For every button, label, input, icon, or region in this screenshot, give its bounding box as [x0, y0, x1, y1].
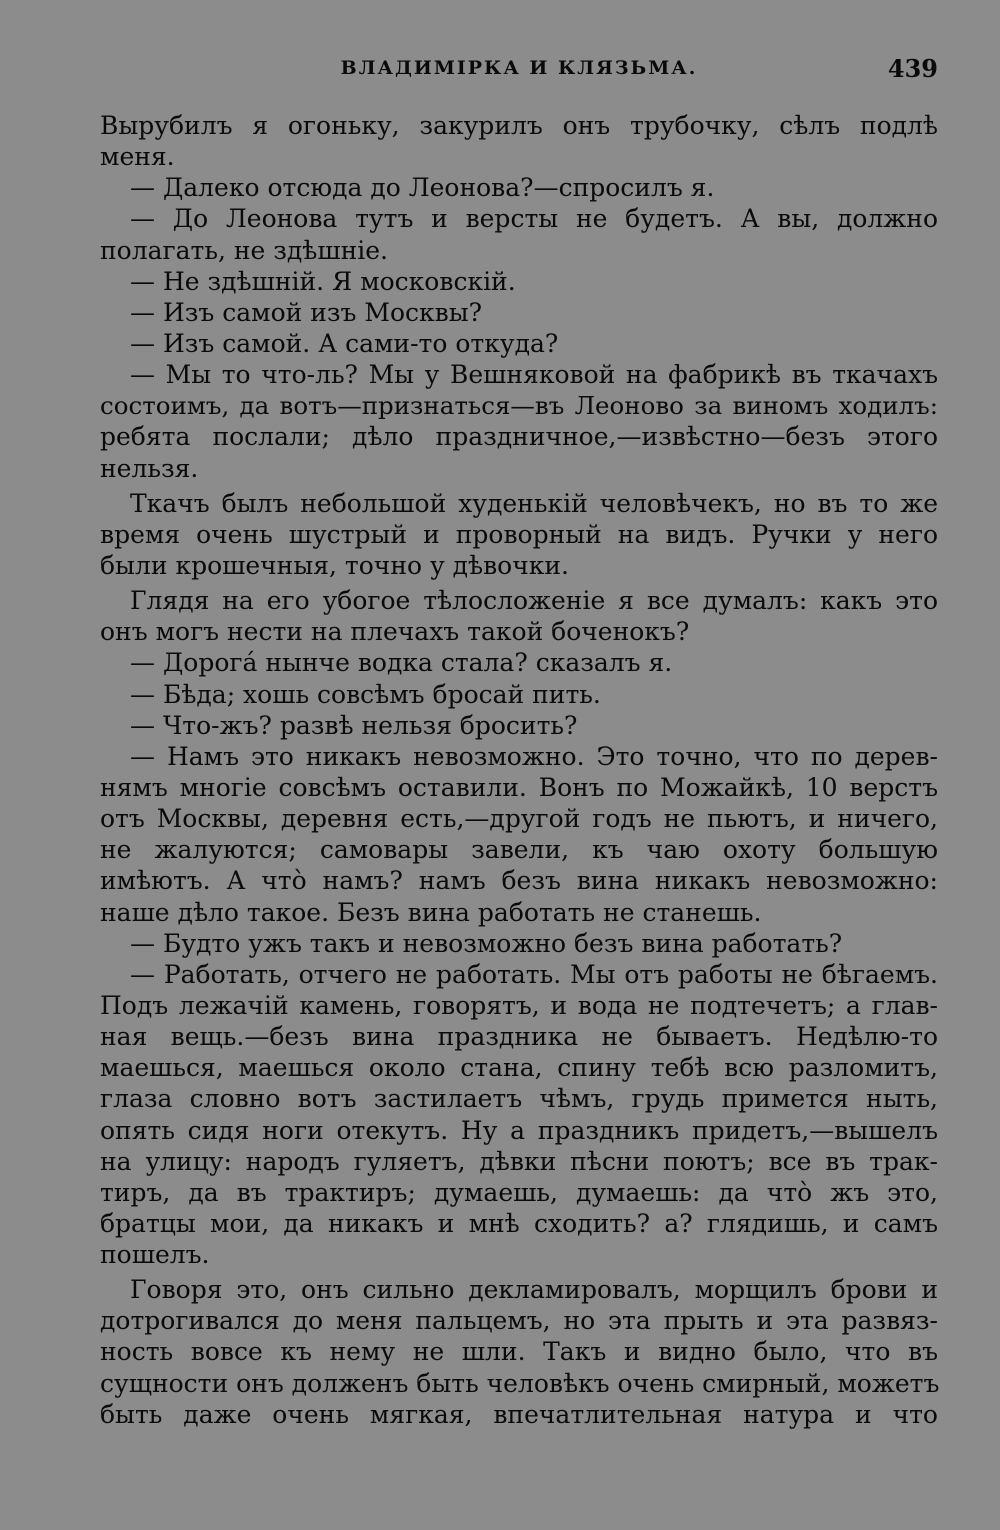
text-line: нельзя. [100, 453, 199, 483]
text-line: наше дѣло такое. Безъ вина работать не станешь. [100, 897, 762, 927]
text-line: — Изъ самой изъ Москвы? [130, 297, 483, 327]
text-line: отъ Москвы, деревня есть,—другой годъ не пьютъ, и ничего, [100, 804, 938, 834]
text-line: ребята послали; дѣло праздничное,—извѣстно—безъ этого [100, 422, 938, 452]
text-line: нямъ многіе совсѣмъ оставили. Вонъ по Можайкѣ, 10 верстъ [100, 772, 938, 802]
text-line: быть даже очень мягкая, впечатлительная натура и что [100, 1399, 938, 1429]
text-line: опять сидя ноги отекутъ. Ну а праздникъ придетъ,—вышелъ [100, 1115, 938, 1145]
text-line: пошелъ. [100, 1240, 210, 1270]
text-line: — До Леонова тутъ и версты не будетъ. А вы, должно [130, 204, 938, 234]
text-line: ность вовсе къ нему не шли. Такъ и видно было, что въ [100, 1337, 938, 1367]
text-line: глаза словно вотъ застилаетъ чѣмъ, грудь примется ныть, [100, 1084, 938, 1114]
text-line: — Будто ужъ такъ и невозможно безъ вина работать? [130, 928, 843, 958]
text-line: Глядя на его убогое тѣлосложеніе я все думалъ: какъ это [130, 586, 938, 616]
text-line: — Бѣда; хошь совсѣмъ бросай пить. [130, 679, 601, 709]
text-line: — Что-жъ? развѣ нельзя бросить? [130, 710, 578, 740]
text-line: тиръ, да въ трактиръ; думаешь, думаешь: да что̀ жъ это, [100, 1177, 938, 1207]
text-line: ная вещь.—безъ вина праздника не бываетъ. Недѣлю-то [100, 1022, 938, 1052]
text-line: меня. [100, 142, 175, 172]
text-line: не жалуются; самовары завели, къ чаю охоту большую [100, 835, 938, 865]
text-line: Ткачъ былъ небольшой худенькій человѣчекъ, но въ то же [130, 488, 938, 518]
page-number: 439 [887, 54, 938, 83]
text-line: дотрогивался до меня пальцемъ, но эта прыть и эта развяз- [100, 1306, 938, 1336]
text-line: Подъ лежачій камень, говорятъ, и вода не подтечетъ; а глав- [100, 990, 938, 1020]
text-line: — Работать, отчего не работать. Мы отъ работы не бѣгаемъ. [130, 959, 938, 989]
text-line: состоимъ, да вотъ—признаться—въ Леоново за виномъ ходилъ: [100, 391, 938, 421]
text-line: были крошечныя, точно у дѣвочки. [100, 550, 569, 580]
text-line: имѣютъ. А что̀ намъ? намъ безъ вина никакъ невозможно: [100, 866, 938, 896]
text-line: — Намъ это никакъ невозможно. Это точно, что по дерев- [130, 741, 938, 771]
page-header [100, 54, 938, 87]
text-line: — Далеко отсюда до Леонова?—спросилъ я. [130, 173, 715, 203]
text-line: Вырубилъ я огоньку, закурилъ онъ трубочку, сѣлъ подлѣ [100, 111, 938, 140]
text-line: время очень шустрый и проворный на видъ. Ручки у него [100, 519, 938, 549]
text-line: полагать, не здѣшніе. [100, 235, 388, 265]
text-line: — Мы то что-ль? Мы у Вешняковой на фабрикѣ въ ткачахъ [130, 360, 938, 390]
text-line: онъ могъ нести на плечахъ такой боченокъ? [100, 617, 690, 647]
text-line: — Не здѣшній. Я московскій. [130, 266, 516, 296]
text-line: — Изъ самой. А сами-то откуда? [130, 328, 559, 358]
text-line: — Дорогá нынче водка стала? сказалъ я. [130, 648, 673, 678]
text-line: братцы мои, да никакъ и мнѣ сходить? а? глядишь, и самъ [100, 1208, 938, 1238]
text-line: на улицу: народъ гуляетъ, дѣвки пѣсни поютъ; все въ трак- [100, 1146, 938, 1176]
text-line: маешься, маешься около стана, спину тебѣ всю разломитъ, [100, 1053, 938, 1083]
text-line: сущности онъ долженъ быть человѣкъ очень смирный, можетъ [100, 1368, 940, 1398]
text-line: Говоря это, онъ сильно декламировалъ, морщилъ брови и [130, 1275, 938, 1305]
body-text [100, 110, 938, 1430]
running-title: ВЛАДИМІРКА И КЛЯЗЬМА. [340, 57, 698, 79]
